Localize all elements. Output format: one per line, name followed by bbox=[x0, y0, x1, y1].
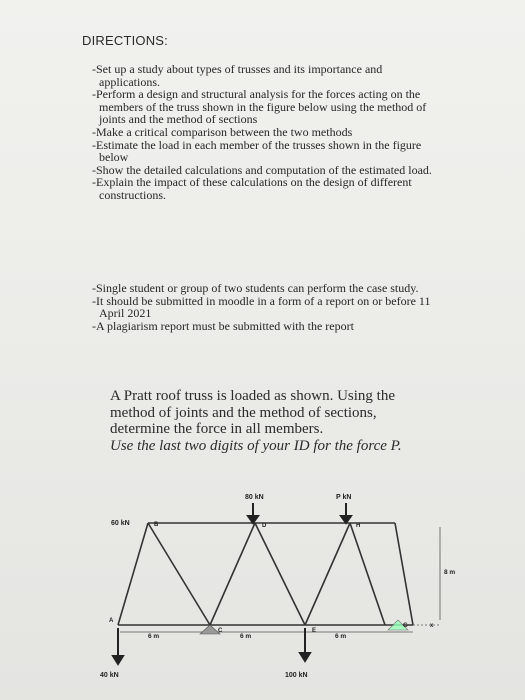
joint-label-b: B bbox=[154, 522, 159, 528]
member-top-g bbox=[350, 523, 385, 625]
load-label-d: 80 kN bbox=[245, 494, 264, 501]
member-hg bbox=[395, 523, 413, 625]
dimension-label-1: 6 m bbox=[148, 633, 160, 640]
direction-item: - Estimate the load in each member of the trusses shown in the figure below bbox=[92, 139, 437, 164]
direction-item: - Set up a study about types of trusses and its importance and applications. bbox=[92, 63, 437, 88]
dimension-label-3: 6 m bbox=[335, 633, 347, 640]
pratt-truss-diagram bbox=[0, 470, 525, 700]
direction-item: - Make a critical comparison between the two methods bbox=[92, 126, 437, 139]
note-item: - A plagiarism report must be submitted with the report bbox=[92, 320, 437, 333]
member-bc bbox=[148, 523, 210, 625]
axis-label-x: x bbox=[430, 623, 434, 629]
truss-members bbox=[118, 523, 413, 625]
load-arrowhead-h bbox=[341, 516, 351, 523]
problem-instruction: Use the last two digits of your ID for the force P. bbox=[110, 437, 402, 454]
member-ab bbox=[118, 523, 148, 625]
member-cd bbox=[210, 523, 255, 625]
submission-notes bbox=[92, 282, 437, 332]
member-de bbox=[255, 523, 305, 625]
load-label-a: 40 kN bbox=[100, 672, 119, 679]
pin-support-c bbox=[200, 625, 220, 634]
direction-item: - Show the detailed calculations and computation of the estimated load. bbox=[92, 164, 437, 177]
note-item: - Single student or group of two students can perform the case study. bbox=[92, 282, 437, 295]
joint-label-g: G bbox=[403, 623, 408, 629]
note-item: - It should be submitted in moodle in a form of a report on or before 11 April 2021 bbox=[92, 295, 437, 320]
load-arrowhead-e bbox=[300, 653, 310, 661]
joint-label-e: E bbox=[312, 628, 317, 634]
member-e-top bbox=[305, 523, 350, 625]
dimension-label-2: 6 m bbox=[240, 633, 252, 640]
dimension-label-height: 8 m bbox=[444, 569, 456, 576]
joint-label-d: D bbox=[262, 523, 267, 529]
directions-heading: DIRECTIONS: bbox=[82, 33, 168, 48]
joint-label-a: A bbox=[109, 618, 114, 624]
load-label-e: 100 kN bbox=[285, 672, 308, 679]
problem-text: A Pratt roof truss is loaded as shown. Using the method of joints and the method of sections, determine the force in all members. bbox=[110, 388, 395, 437]
direction-item: - Explain the impact of these calculations on the design of different constructions. bbox=[92, 176, 437, 201]
load-label-h: P kN bbox=[336, 494, 352, 501]
directions-list bbox=[92, 63, 437, 202]
problem-statement bbox=[110, 388, 410, 454]
direction-item: - Perform a design and structural analysis for the forces acting on the members of the truss shown in the figure below using the method of joints and the method of sections bbox=[92, 88, 437, 126]
dimension-lines bbox=[120, 527, 440, 632]
load-arrowhead-d bbox=[248, 516, 258, 523]
load-arrowhead-a bbox=[113, 656, 123, 664]
load-label-b: 60 kN bbox=[111, 520, 130, 527]
joint-label-c: C bbox=[218, 628, 223, 634]
joint-label-h: H bbox=[356, 523, 361, 529]
